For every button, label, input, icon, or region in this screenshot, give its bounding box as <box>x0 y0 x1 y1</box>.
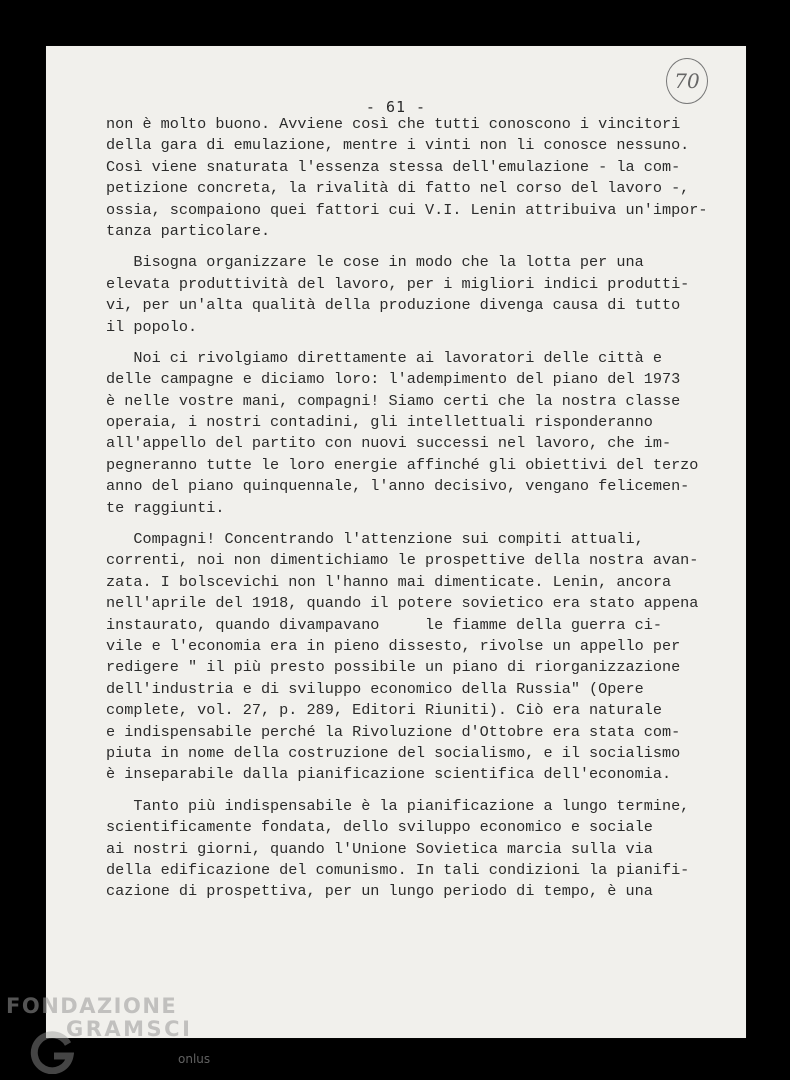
text-line: scientificamente fondata, dello sviluppo economico e sociale <box>106 818 653 837</box>
text-line: redigere " il più presto possibile un piano di riorganizzazione <box>106 658 681 677</box>
paragraph <box>106 252 706 338</box>
watermark-line2: GRAMSCI <box>66 1017 193 1041</box>
text-line: correnti, noi non dimentichiamo le prospettive della nostra avan- <box>106 551 699 570</box>
text-line: e indispensabile perché la Rivoluzione d'Ottobre era stata com- <box>106 722 681 741</box>
text-line: operaia, i nostri contadini, gli intellettuali risponderanno <box>106 413 653 432</box>
text-line: instaurato, quando divampavano le fiamme della guerra ci- <box>106 615 662 634</box>
paragraph <box>106 529 706 786</box>
body-text <box>106 114 706 913</box>
text-line: vile e l'economia era in pieno dissesto, rivolse un appello per <box>106 636 681 655</box>
page-number: - 61 - <box>365 98 427 116</box>
text-line: della gara di emulazione, mentre i vinti non li conosce nessuno. <box>106 136 690 155</box>
text-line: zata. I bolscevichi non l'hanno mai dimenticate. Lenin, ancora <box>106 572 672 591</box>
text-line: dell'industria e di sviluppo economico della Russia" (Opere <box>106 679 644 698</box>
text-line: delle campagne e diciamo loro: l'adempimento del piano del 1973 <box>106 370 681 389</box>
watermark-line3: onlus <box>178 1052 211 1066</box>
text-line: vi, per un'alta qualità della produzione divenga causa di tutto <box>106 296 681 315</box>
text-line: piuta in nome della costruzione del socialismo, e il socialismo <box>106 743 681 762</box>
text-line: il popolo. <box>106 317 198 336</box>
text-line: è nelle vostre mani, compagni! Siamo certi che la nostra classe <box>106 391 681 410</box>
text-line: te raggiunti. <box>106 498 225 517</box>
text-line: cazione di prospettiva, per un lungo periodo di tempo, è una <box>106 882 653 901</box>
stamp-number: 70 <box>674 69 700 93</box>
text-line: tanza particolare. <box>106 221 271 240</box>
text-line: Tanto più indispensabile è la pianificazione a lungo termine, <box>106 796 690 815</box>
text-line: elevata produttività del lavoro, per i migliori indici produtti- <box>106 274 690 293</box>
text-line: all'appello del partito con nuovi successi nel lavoro, che im- <box>106 434 672 453</box>
paragraph <box>106 796 706 903</box>
watermark-line1: FONDAZIONE <box>6 994 178 1018</box>
paragraph <box>106 348 706 519</box>
text-line: petizione concreta, la rivalità di fatto nel corso del lavoro -, <box>106 179 690 198</box>
text-line: anno del piano quinquennale, l'anno decisivo, vengano felicemen- <box>106 477 690 496</box>
watermark <box>6 994 192 1040</box>
text-line: ai nostri giorni, quando l'Unione Sovietica marcia sulla via <box>106 839 653 858</box>
text-line: nell'aprile del 1918, quando il potere sovietico era stato appena <box>106 594 699 613</box>
text-line: Così viene snaturata l'essenza stessa dell'emulazione - la com- <box>106 157 681 176</box>
paragraph <box>106 114 706 242</box>
text-line: ossia, scompaiono quei fattori cui V.I. Lenin attribuiva un'impor- <box>106 200 708 219</box>
text-line: Noi ci rivolgiamo direttamente ai lavoratori delle città e <box>106 348 662 367</box>
text-line: pegneranno tutte le loro energie affinché gli obiettivi del terzo <box>106 455 699 474</box>
text-line: Bisogna organizzare le cose in modo che la lotta per una <box>106 253 644 272</box>
text-line: Compagni! Concentrando l'attenzione sui compiti attuali, <box>106 530 644 549</box>
text-line: è inseparabile dalla pianificazione scientifica dell'economia. <box>106 765 672 784</box>
text-line: non è molto buono. Avviene così che tutti conoscono i vincitori <box>106 115 681 133</box>
text-line: della edificazione del comunismo. In tali condizioni la pianifi- <box>106 860 690 879</box>
text-line: complete, vol. 27, p. 289, Editori Riuniti). Ciò era naturale <box>106 701 662 720</box>
